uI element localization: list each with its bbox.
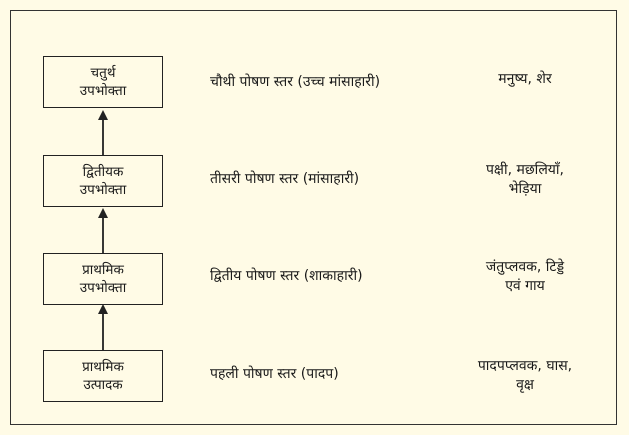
example-line: वृक्ष bbox=[516, 377, 534, 393]
trophic-level-label: पहली पोषण स्तर (पादप) bbox=[210, 366, 339, 382]
box-secondary-consumer bbox=[43, 155, 163, 207]
example-organisms bbox=[440, 161, 610, 199]
example-line: पक्षी, मछलियाँ, bbox=[485, 162, 565, 178]
box-line: द्वितीयक bbox=[82, 164, 124, 180]
box-line: प्राथमिक bbox=[82, 262, 124, 278]
box-line: प्राथमिक bbox=[82, 359, 124, 375]
example-line: मनुष्य, शेर bbox=[498, 71, 552, 87]
box-line: चतुर्थ bbox=[90, 65, 116, 81]
example-organisms bbox=[440, 70, 610, 89]
arrow-up-icon bbox=[93, 304, 113, 350]
trophic-level-label: द्वितीय पोषण स्तर (शाकाहारी) bbox=[210, 268, 363, 284]
example-line: एवं गाय bbox=[505, 278, 545, 294]
box-primary-producer bbox=[43, 350, 163, 402]
trophic-level-label: चौथी पोषण स्तर (उच्च मांसाहारी) bbox=[210, 74, 381, 90]
trophic-level-label: तीसरी पोषण स्तर (मांसाहारी) bbox=[210, 171, 360, 187]
box-line: उत्पादक bbox=[83, 377, 123, 393]
box-fourth-consumer bbox=[43, 56, 163, 108]
box-line: उपभोक्ता bbox=[79, 280, 127, 296]
box-primary-consumer bbox=[43, 253, 163, 305]
arrow-up-icon bbox=[93, 110, 113, 156]
example-organisms bbox=[440, 258, 610, 296]
box-line: उपभोक्ता bbox=[79, 182, 127, 198]
box-line: उपभोक्ता bbox=[79, 83, 127, 99]
example-line: पादपप्लवक, घास, bbox=[477, 358, 573, 374]
example-line: जंतुप्लवक, टिड्डे bbox=[485, 259, 565, 275]
example-line: भेड़िया bbox=[508, 181, 542, 197]
example-organisms bbox=[440, 357, 610, 395]
arrow-up-icon bbox=[93, 208, 113, 254]
